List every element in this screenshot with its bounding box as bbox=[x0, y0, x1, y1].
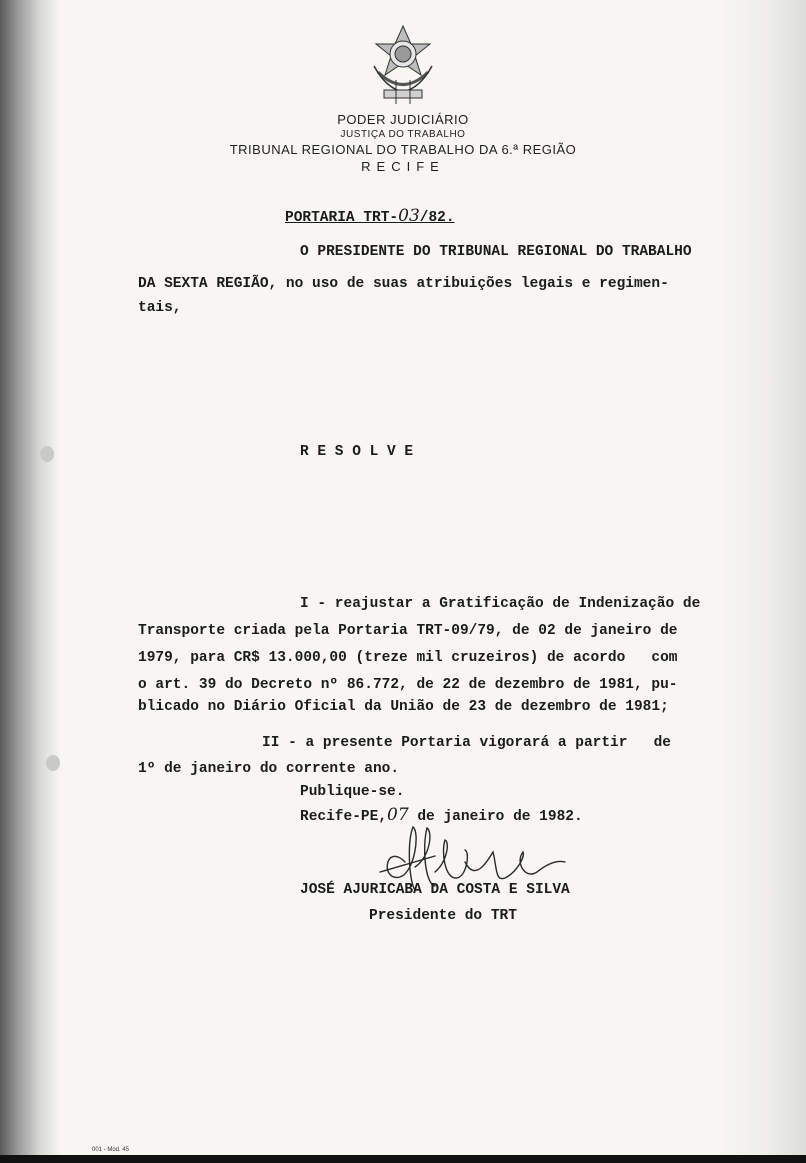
preamble-line-2: DA SEXTA REGIÃO, no uso de suas atribuições legais e regimen- bbox=[138, 276, 669, 292]
portaria-number: 03 bbox=[398, 206, 420, 226]
item-ii-line-1: II - a presente Portaria vigorará a partir de bbox=[262, 735, 671, 751]
item-i-line-3: 1979, para CR$ 13.000,00 (treze mil cruzeiros) de acordo com bbox=[138, 650, 678, 666]
date-day: 07 bbox=[387, 805, 409, 825]
punch-hole bbox=[40, 446, 54, 462]
portaria-suffix: /82. bbox=[419, 210, 455, 226]
preamble-line-1: O PRESIDENTE DO TRIBUNAL REGIONAL DO TRABALHO bbox=[300, 244, 692, 260]
coat-of-arms-emblem bbox=[366, 22, 440, 108]
resolve-heading: R E S O L V E bbox=[300, 444, 414, 460]
scan-edge bbox=[0, 1155, 806, 1163]
date-prefix: Recife-PE, bbox=[300, 809, 388, 825]
item-i-line-1: I - reajustar a Gratificação de Indenização de bbox=[300, 596, 701, 612]
item-i-line-4: o art. 39 do Decreto nº 86.772, de 22 de dezembro de 1981, pu- bbox=[138, 677, 678, 693]
header-labor-justice: JUSTIÇA DO TRABALHO bbox=[340, 129, 466, 140]
binding-shadow bbox=[0, 0, 60, 1163]
item-i-line-5: blicado no Diário Oficial da União de 23 de dezembro de 1981; bbox=[138, 699, 669, 715]
header-tribunal: TRIBUNAL REGIONAL DO TRABALHO DA 6.ª REGIÃO bbox=[229, 142, 577, 157]
paper-fold-shadow bbox=[716, 0, 806, 1163]
preamble-line-3: tais, bbox=[138, 300, 182, 316]
letterhead bbox=[0, 22, 806, 174]
publique-se: Publique-se. bbox=[300, 784, 405, 800]
signatory-name: JOSÉ AJURICABA DA COSTA E SILVA bbox=[300, 882, 570, 898]
header-city: RECIFE bbox=[361, 159, 445, 174]
punch-hole bbox=[46, 755, 60, 771]
header-judiciary: PODER JUDICIÁRIO bbox=[337, 112, 469, 127]
signatory-title: Presidente do TRT bbox=[369, 908, 517, 924]
portaria-title bbox=[285, 206, 455, 228]
portaria-prefix: PORTARIA TRT- bbox=[285, 210, 399, 226]
form-code: 001 - Mod. 45 bbox=[92, 1147, 130, 1153]
item-ii-line-2: 1º de janeiro do corrente ano. bbox=[138, 761, 400, 777]
date-suffix: de janeiro de 1982. bbox=[408, 809, 583, 825]
item-i-line-2: Transporte criada pela Portaria TRT-09/79, de 02 de janeiro de bbox=[138, 623, 678, 639]
